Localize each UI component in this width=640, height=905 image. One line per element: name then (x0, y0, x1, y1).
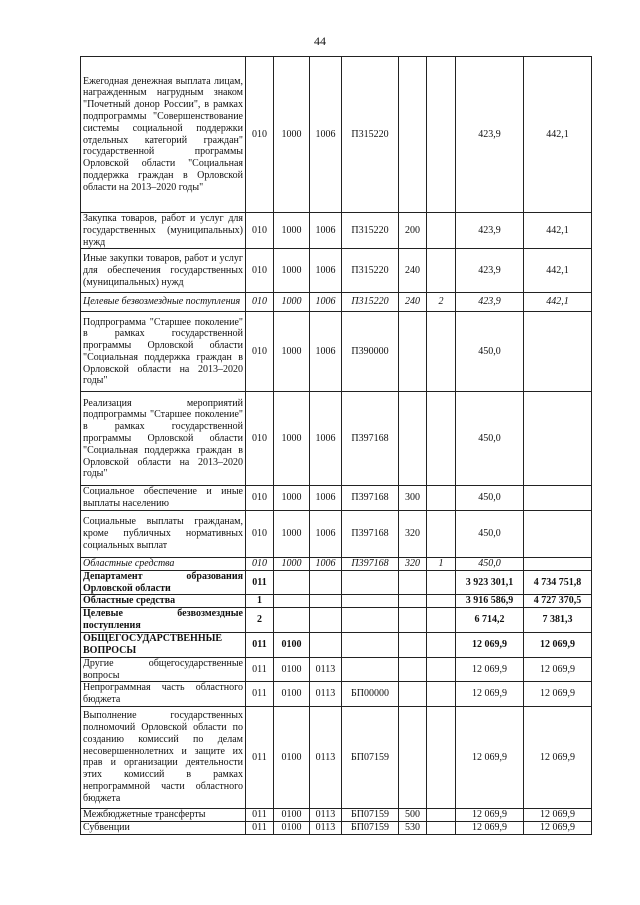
budget-table (80, 56, 592, 835)
cell-name: Межбюджетные трансферты (81, 808, 246, 821)
cell-vr (399, 595, 427, 608)
cell-ist (427, 821, 456, 834)
table-row (81, 608, 592, 633)
cell-vr: 530 (399, 821, 427, 834)
cell-sum2016: 442,1 (524, 293, 592, 312)
cell-pr: 1006 (310, 213, 342, 249)
cell-pr: 1006 (310, 312, 342, 392)
cell-rz: 1000 (274, 392, 310, 486)
cell-sum2015: 12 069,9 (456, 706, 524, 808)
cell-sum2016: 442,1 (524, 57, 592, 213)
cell-sum2016: 12 069,9 (524, 821, 592, 834)
cell-ved: 011 (246, 808, 274, 821)
table-row (81, 293, 592, 312)
cell-vr: 500 (399, 808, 427, 821)
cell-name: Субвенции (81, 821, 246, 834)
cell-ved: 010 (246, 213, 274, 249)
cell-pr (310, 595, 342, 608)
table-row (81, 821, 592, 834)
cell-sum2015: 450,0 (456, 557, 524, 570)
cell-name: Социальное обеспечение и иные выплаты населению (81, 486, 246, 511)
cell-csr: БП07159 (342, 821, 399, 834)
cell-ved: 011 (246, 682, 274, 707)
cell-sum2015: 423,9 (456, 57, 524, 213)
cell-pr: 1006 (310, 293, 342, 312)
cell-vr (399, 570, 427, 595)
cell-rz (274, 595, 310, 608)
cell-ved: 011 (246, 657, 274, 682)
cell-name: Ежегодная денежная выплата лицам, награжденным нагрудным знаком "Почетный донор России", в рамках подпрограммы "Совершенствование системы социальной поддержки отдельных категорий граждан" государственной программы Орловской области "Социальная поддержка граждан в Орловской области на 2013–2020 годы" (81, 57, 246, 213)
cell-rz: 0100 (274, 706, 310, 808)
cell-sum2016: 7 381,3 (524, 608, 592, 633)
cell-csr: П315220 (342, 213, 399, 249)
cell-rz: 0100 (274, 682, 310, 707)
cell-sum2015: 423,9 (456, 213, 524, 249)
table-row (81, 392, 592, 486)
cell-ist: 2 (427, 293, 456, 312)
table-row (81, 213, 592, 249)
cell-ved: 010 (246, 249, 274, 293)
table-row (81, 595, 592, 608)
table-row (81, 249, 592, 293)
table-row (81, 557, 592, 570)
cell-ist (427, 510, 456, 557)
cell-ved: 010 (246, 312, 274, 392)
cell-csr: П315220 (342, 293, 399, 312)
table-row (81, 632, 592, 657)
cell-sum2016: 12 069,9 (524, 657, 592, 682)
cell-ved: 010 (246, 57, 274, 213)
cell-name: Департамент образования Орловской области (81, 570, 246, 595)
cell-rz: 1000 (274, 213, 310, 249)
cell-ist: 1 (427, 557, 456, 570)
cell-pr: 0113 (310, 821, 342, 834)
cell-ved: 010 (246, 392, 274, 486)
cell-rz: 1000 (274, 312, 310, 392)
cell-vr (399, 312, 427, 392)
cell-csr: БП07159 (342, 808, 399, 821)
cell-ved: 2 (246, 608, 274, 633)
cell-sum2015: 3 923 301,1 (456, 570, 524, 595)
cell-vr (399, 57, 427, 213)
cell-ist (427, 486, 456, 511)
cell-sum2015: 423,9 (456, 293, 524, 312)
table-row (81, 312, 592, 392)
cell-ved: 010 (246, 293, 274, 312)
cell-pr: 0113 (310, 808, 342, 821)
cell-csr: БП07159 (342, 706, 399, 808)
cell-vr (399, 682, 427, 707)
cell-sum2016: 4 727 370,5 (524, 595, 592, 608)
cell-sum2016: 12 069,9 (524, 682, 592, 707)
cell-rz: 1000 (274, 57, 310, 213)
cell-sum2015: 423,9 (456, 249, 524, 293)
table-row (81, 682, 592, 707)
cell-ist (427, 595, 456, 608)
page-number: 44 (314, 34, 326, 48)
cell-name: Закупка товаров, работ и услуг для государственных (муниципальных) нужд (81, 213, 246, 249)
cell-sum2015: 12 069,9 (456, 808, 524, 821)
cell-ved: 1 (246, 595, 274, 608)
cell-name: Целевые безвозмездные поступления (81, 293, 246, 312)
cell-pr: 0113 (310, 657, 342, 682)
cell-rz: 1000 (274, 249, 310, 293)
cell-sum2015: 12 069,9 (456, 657, 524, 682)
cell-sum2015: 12 069,9 (456, 682, 524, 707)
cell-csr: П397168 (342, 510, 399, 557)
cell-sum2016: 4 734 751,8 (524, 570, 592, 595)
cell-pr: 1006 (310, 57, 342, 213)
cell-rz (274, 608, 310, 633)
cell-ist (427, 682, 456, 707)
cell-ist (427, 213, 456, 249)
table-row (81, 570, 592, 595)
cell-pr: 0113 (310, 706, 342, 808)
cell-sum2016: 12 069,9 (524, 706, 592, 808)
cell-name: Подпрограмма "Старшее поколение" в рамках государственной программы Орловской области "Социальная поддержка граждан в Орловской области на 2013–2020 годы" (81, 312, 246, 392)
cell-sum2015: 6 714,2 (456, 608, 524, 633)
cell-pr: 0113 (310, 682, 342, 707)
cell-ist (427, 570, 456, 595)
cell-csr (342, 657, 399, 682)
cell-csr (342, 632, 399, 657)
cell-vr: 300 (399, 486, 427, 511)
cell-sum2015: 450,0 (456, 510, 524, 557)
cell-ved: 011 (246, 570, 274, 595)
cell-ved: 010 (246, 510, 274, 557)
cell-rz (274, 570, 310, 595)
cell-name: Целевые безвозмездные поступления (81, 608, 246, 633)
cell-ved: 011 (246, 632, 274, 657)
cell-ist (427, 312, 456, 392)
cell-csr: П397168 (342, 486, 399, 511)
table-row (81, 510, 592, 557)
cell-ved: 010 (246, 557, 274, 570)
cell-sum2015: 450,0 (456, 312, 524, 392)
cell-vr (399, 632, 427, 657)
cell-pr: 1006 (310, 249, 342, 293)
cell-sum2016: 442,1 (524, 213, 592, 249)
cell-vr (399, 392, 427, 486)
cell-vr: 320 (399, 557, 427, 570)
cell-sum2016 (524, 486, 592, 511)
table-row (81, 486, 592, 511)
cell-name: ОБЩЕГОСУДАРСТВЕННЫЕ ВОПРОСЫ (81, 632, 246, 657)
cell-sum2016 (524, 392, 592, 486)
cell-rz: 0100 (274, 632, 310, 657)
cell-sum2015: 3 916 586,9 (456, 595, 524, 608)
table-row (81, 808, 592, 821)
cell-sum2016: 442,1 (524, 249, 592, 293)
cell-name: Выполнение государственных полномочий Орловской области по созданию комиссий по делам несовершеннолетних и защите их прав и организации деятельности этих комиссий в рамках непрограммной части областного бюджета (81, 706, 246, 808)
cell-pr: 1006 (310, 486, 342, 511)
table-row (81, 706, 592, 808)
cell-ist (427, 657, 456, 682)
cell-sum2015: 12 069,9 (456, 632, 524, 657)
cell-sum2015: 450,0 (456, 392, 524, 486)
table-row (81, 57, 592, 213)
cell-name: Областные средства (81, 595, 246, 608)
cell-vr: 320 (399, 510, 427, 557)
cell-rz: 0100 (274, 808, 310, 821)
cell-sum2016: 12 069,9 (524, 808, 592, 821)
cell-rz: 0100 (274, 821, 310, 834)
cell-ist (427, 608, 456, 633)
cell-vr (399, 657, 427, 682)
cell-csr: П315220 (342, 249, 399, 293)
cell-csr (342, 570, 399, 595)
cell-csr: БП00000 (342, 682, 399, 707)
cell-ist (427, 706, 456, 808)
cell-rz: 1000 (274, 557, 310, 570)
cell-vr: 240 (399, 249, 427, 293)
cell-ved: 011 (246, 821, 274, 834)
cell-name: Социальные выплаты гражданам, кроме публичных нормативных социальных выплат (81, 510, 246, 557)
cell-rz: 1000 (274, 510, 310, 557)
cell-ist (427, 57, 456, 213)
cell-csr: П315220 (342, 57, 399, 213)
cell-name: Реализация мероприятий подпрограммы "Старшее поколение" в рамках государственной программы Орловской области "Социальная поддержка граждан в Орловской области на 2013–2020 годы" (81, 392, 246, 486)
cell-sum2016 (524, 312, 592, 392)
cell-sum2016 (524, 557, 592, 570)
cell-ist (427, 392, 456, 486)
cell-ist (427, 808, 456, 821)
cell-csr: П397168 (342, 557, 399, 570)
cell-vr (399, 706, 427, 808)
cell-ved: 010 (246, 486, 274, 511)
cell-rz: 1000 (274, 293, 310, 312)
cell-name: Другие общегосударственные вопросы (81, 657, 246, 682)
cell-pr: 1006 (310, 557, 342, 570)
cell-sum2015: 450,0 (456, 486, 524, 511)
cell-rz: 1000 (274, 486, 310, 511)
cell-pr (310, 632, 342, 657)
cell-csr: П390000 (342, 312, 399, 392)
cell-pr: 1006 (310, 392, 342, 486)
cell-vr (399, 608, 427, 633)
cell-csr (342, 595, 399, 608)
cell-name: Областные средства (81, 557, 246, 570)
cell-sum2016 (524, 510, 592, 557)
cell-rz: 0100 (274, 657, 310, 682)
cell-ist (427, 249, 456, 293)
cell-csr: П397168 (342, 392, 399, 486)
cell-ved: 011 (246, 706, 274, 808)
cell-vr: 240 (399, 293, 427, 312)
cell-sum2015: 12 069,9 (456, 821, 524, 834)
cell-sum2016: 12 069,9 (524, 632, 592, 657)
table-row (81, 657, 592, 682)
cell-pr: 1006 (310, 510, 342, 557)
cell-pr (310, 608, 342, 633)
cell-vr: 200 (399, 213, 427, 249)
cell-ist (427, 632, 456, 657)
cell-csr (342, 608, 399, 633)
cell-name: Непрограммная часть областного бюджета (81, 682, 246, 707)
cell-pr (310, 570, 342, 595)
cell-name: Иные закупки товаров, работ и услуг для обеспечения государственных (муниципальных) нужд (81, 249, 246, 293)
